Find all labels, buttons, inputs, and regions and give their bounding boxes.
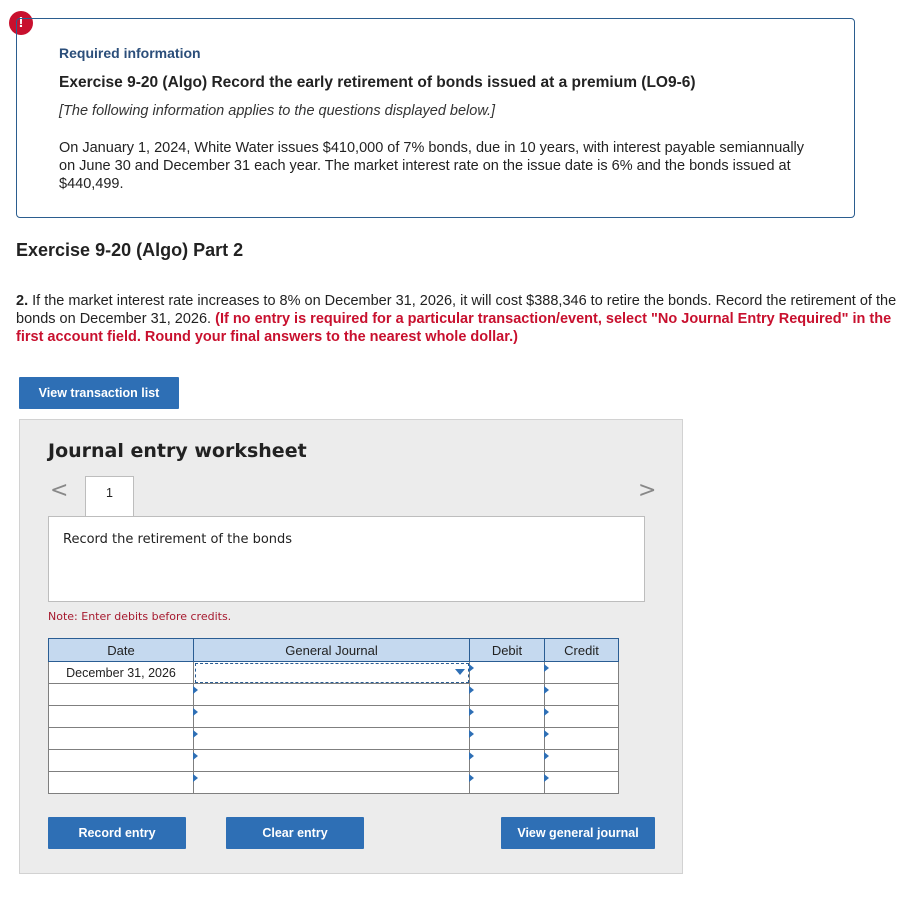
worksheet-title: Journal entry worksheet xyxy=(48,440,307,462)
input-marker-icon xyxy=(469,774,474,782)
date-cell[interactable] xyxy=(49,750,194,772)
account-select[interactable] xyxy=(194,772,470,794)
general-journal-header: General Journal xyxy=(194,639,470,662)
input-marker-icon xyxy=(193,752,198,760)
input-marker-icon xyxy=(193,686,198,694)
table-row xyxy=(49,662,619,684)
input-marker-icon xyxy=(469,752,474,760)
required-information-label: Required information xyxy=(59,45,201,61)
debit-input[interactable] xyxy=(470,706,545,728)
question-number: 2. xyxy=(16,293,29,309)
credit-input[interactable] xyxy=(545,772,619,794)
debit-input[interactable] xyxy=(470,728,545,750)
debit-input[interactable] xyxy=(470,662,545,684)
account-select[interactable] xyxy=(194,750,470,772)
input-marker-icon xyxy=(469,686,474,694)
table-row xyxy=(49,684,619,706)
exercise-body: On January 1, 2024, White Water issues $410,000 of 7% bonds, due in 10 years, with interest payable semiannually on June 30 and December 31 each year. The market interest rate on the issue date is 6% and the bonds issued at $440,499. xyxy=(59,140,805,192)
credit-input[interactable] xyxy=(545,728,619,750)
input-marker-icon xyxy=(544,708,549,716)
clear-entry-button[interactable]: Clear entry xyxy=(226,817,364,849)
part-title: Exercise 9-20 (Algo) Part 2 xyxy=(16,240,244,260)
chevron-left-icon[interactable]: < xyxy=(50,478,69,503)
input-marker-icon xyxy=(544,730,549,738)
credit-input[interactable] xyxy=(545,706,619,728)
input-marker-icon xyxy=(544,664,549,672)
input-marker-icon xyxy=(544,686,549,694)
question-body: If the market interest rate increases to 8% on December 31, 2026, it will cost $388,346 to retire the bonds. Record the retirement of the bonds on December 31, 2026. xyxy=(16,293,897,327)
view-transaction-list-button[interactable]: View transaction list xyxy=(19,377,179,409)
transaction-description-box xyxy=(48,516,645,602)
date-header: Date xyxy=(49,639,194,662)
debit-input[interactable] xyxy=(470,750,545,772)
exercise-title: Exercise 9-20 (Algo) Record the early retirement of bonds issued at a premium (LO9-6) xyxy=(59,74,696,91)
input-marker-icon xyxy=(469,708,474,716)
date-cell[interactable] xyxy=(49,772,194,794)
transaction-description: Record the retirement of the bonds xyxy=(63,532,293,547)
credit-input[interactable] xyxy=(545,684,619,706)
date-cell: December 31, 2026 xyxy=(49,662,194,684)
input-marker-icon xyxy=(469,730,474,738)
input-marker-icon xyxy=(469,664,474,672)
debits-note: Note: Enter debits before credits. xyxy=(48,610,232,623)
account-select[interactable] xyxy=(194,684,470,706)
alert-icon: ! xyxy=(9,11,33,35)
account-select[interactable] xyxy=(194,706,470,728)
journal-table xyxy=(48,638,619,794)
input-marker-icon xyxy=(544,752,549,760)
input-marker-icon xyxy=(193,774,198,782)
applies-note: [The following information applies to the questions displayed below.] xyxy=(59,103,496,119)
input-marker-icon xyxy=(193,708,198,716)
record-entry-button[interactable]: Record entry xyxy=(48,817,186,849)
journal-entry-worksheet xyxy=(19,419,683,874)
account-select[interactable] xyxy=(194,728,470,750)
dropdown-arrow-icon[interactable] xyxy=(455,669,465,675)
table-row xyxy=(49,772,619,794)
date-cell[interactable] xyxy=(49,684,194,706)
credit-header: Credit xyxy=(545,639,619,662)
table-row xyxy=(49,728,619,750)
credit-input[interactable] xyxy=(545,662,619,684)
input-marker-icon xyxy=(193,730,198,738)
table-row xyxy=(49,750,619,772)
tab-1[interactable]: 1 xyxy=(85,476,134,518)
debit-input[interactable] xyxy=(470,772,545,794)
input-marker-icon xyxy=(544,774,549,782)
question-text xyxy=(16,292,901,346)
required-information-box xyxy=(16,18,855,218)
question-instruction: (If no entry is required for a particular transaction/event, select "No Journal Entry Required" in the first account field. Round your final answers to the nearest whole dollar.) xyxy=(16,311,892,345)
date-cell[interactable] xyxy=(49,706,194,728)
credit-input[interactable] xyxy=(545,750,619,772)
chevron-right-icon[interactable]: > xyxy=(638,478,657,503)
debit-header: Debit xyxy=(470,639,545,662)
debit-input[interactable] xyxy=(470,684,545,706)
table-row xyxy=(49,706,619,728)
date-cell[interactable] xyxy=(49,728,194,750)
account-select[interactable] xyxy=(194,662,470,684)
view-general-journal-button[interactable]: View general journal xyxy=(501,817,655,849)
